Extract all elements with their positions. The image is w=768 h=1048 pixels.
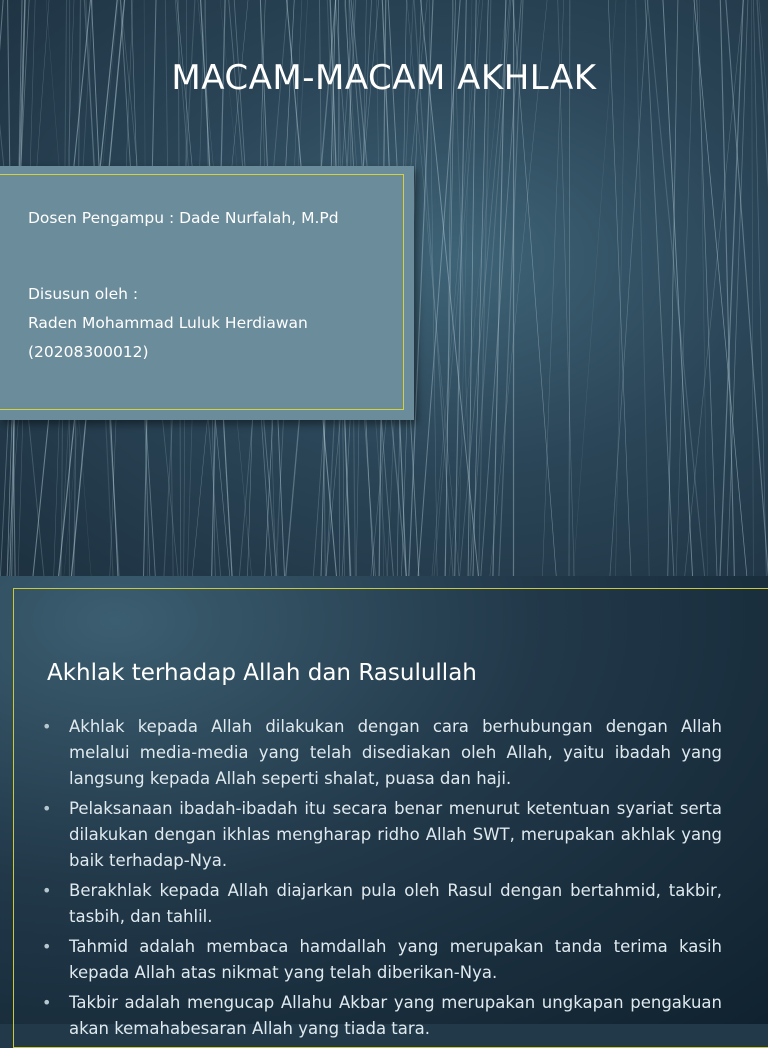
bullet-text: Akhlak kepada Allah dilakukan dengan cara berhubungan dengan Allah melalui media-media yang telah disediakan oleh Allah, yaitu ibadah yang langsung kepada Allah seperti shalat, puasa dan haji. <box>69 717 722 788</box>
list-item <box>42 714 722 792</box>
author-name: Raden Mohammad Luluk Herdiawan <box>28 309 308 338</box>
bullet-icon: • <box>42 878 51 904</box>
section-title: Akhlak terhadap Allah dan Rasulullah <box>47 660 477 686</box>
bullet-icon: • <box>42 714 51 740</box>
list-item <box>42 934 722 986</box>
list-item <box>42 796 722 874</box>
list-item <box>42 990 722 1042</box>
list-item <box>42 878 722 930</box>
info-box <box>0 166 414 420</box>
author-id: (20208300012) <box>28 338 149 367</box>
bullet-icon: • <box>42 934 51 960</box>
bullet-icon: • <box>42 796 51 822</box>
bullet-icon: • <box>42 990 51 1016</box>
presentation-title: MACAM-MACAM AKHLAK <box>0 58 768 98</box>
bullet-text: Takbir adalah mengucap Allahu Akbar yang merupakan ungkapan pengakuan akan kemahabesaran Allah yang tiada tara. <box>69 993 722 1038</box>
bullet-text: Pelaksanaan ibadah-ibadah itu secara benar menurut ketentuan syariat serta dilakukan dengan ikhlas mengharap ridho Allah SWT, merupakan akhlak yang baik terhadap-Nya. <box>69 799 722 870</box>
bullet-text: Berakhlak kepada Allah diajarkan pula oleh Rasul dengan bertahmid, takbir, tasbih, dan tahlil. <box>69 881 722 926</box>
bullet-list <box>42 714 722 1046</box>
compiled-by-label: Disusun oleh : <box>28 280 138 309</box>
slide-content <box>0 576 768 1024</box>
lecturer-text: Dosen Pengampu : Dade Nurfalah, M.Pd <box>28 204 339 233</box>
bullet-text: Tahmid adalah membaca hamdallah yang merupakan tanda terima kasih kepada Allah atas nikmat yang telah diberikan-Nya. <box>69 937 722 982</box>
